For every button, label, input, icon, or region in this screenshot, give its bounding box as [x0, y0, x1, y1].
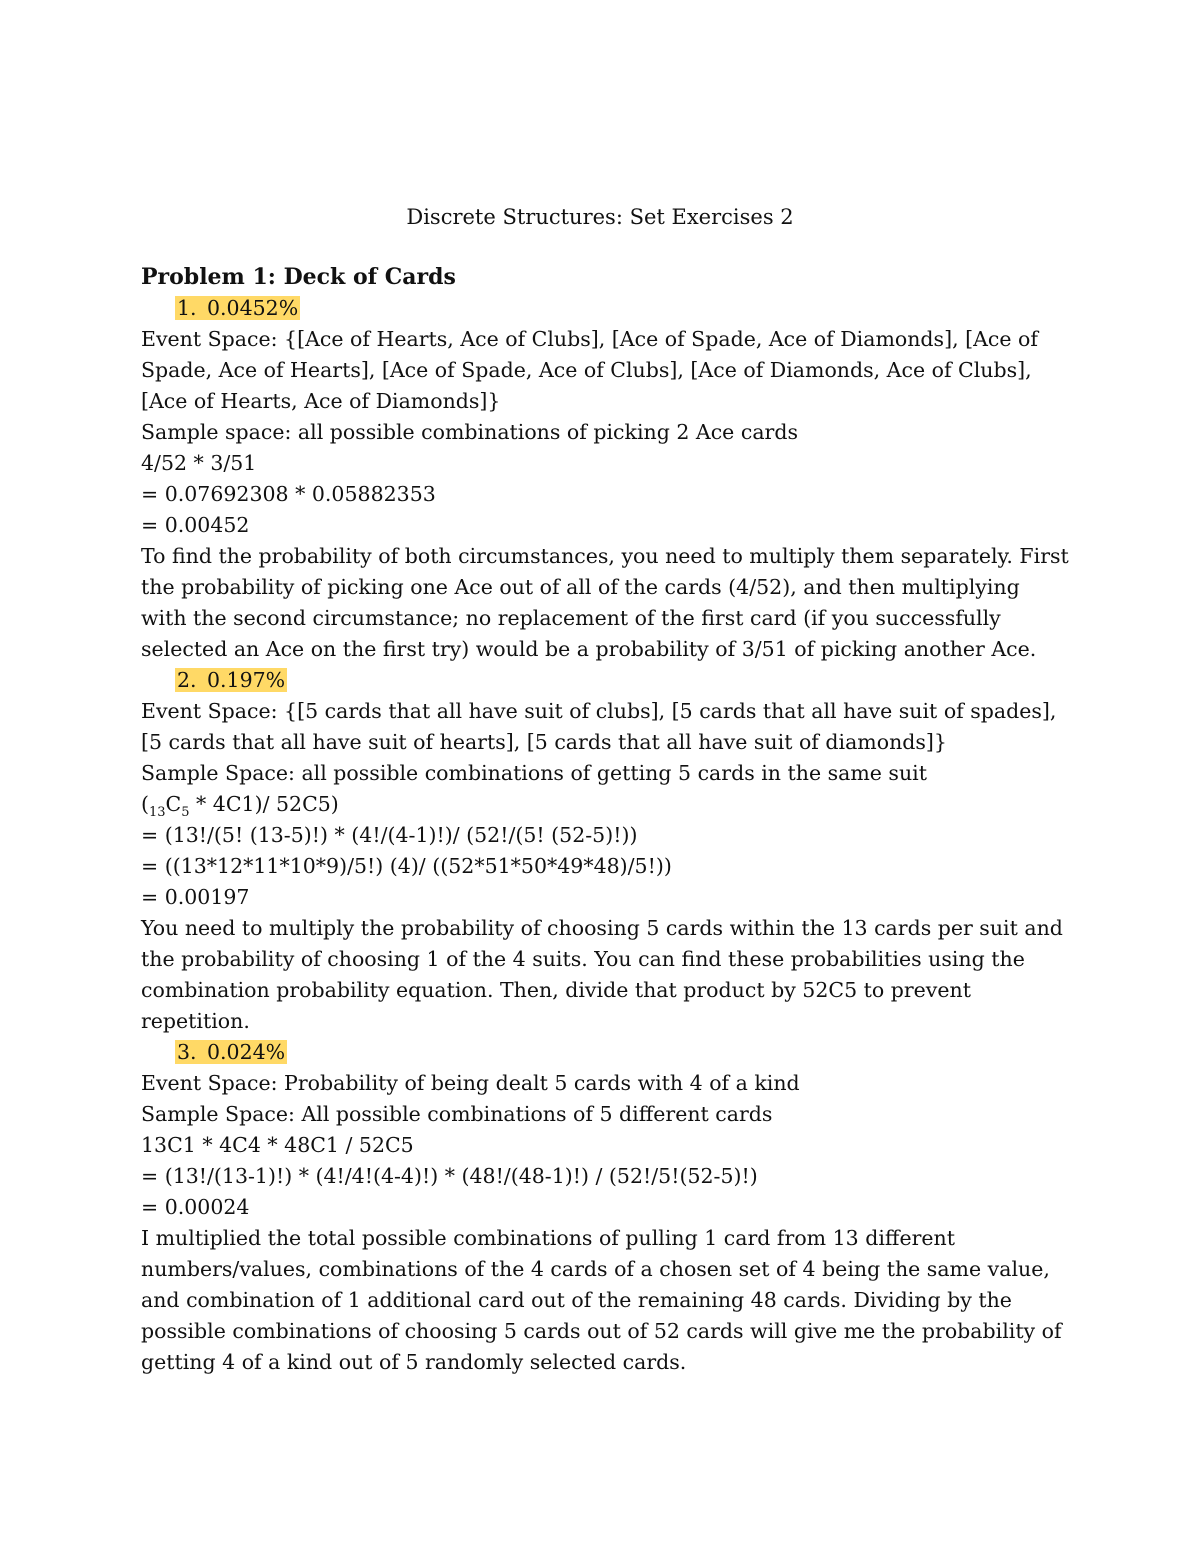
item-3-line: = 0.00024 — [141, 1195, 250, 1219]
problem-heading: Problem 1: Deck of Cards — [141, 264, 456, 290]
answer-1-value: 0.0452% — [207, 296, 299, 320]
item-3-line: = (13!/(13-1)!) * (4!/4!(4-4)!) * (48!/(48-1)!) / (52!/5!(52-5)!) — [141, 1164, 758, 1188]
answer-2-value: 0.197% — [207, 668, 286, 692]
item-2-explanation: You need to multiply the probability of choosing 5 cards within the 13 cards per suit and the probability of choosing 1 of the 4 suits. You can find these probabilities using the combination probability equation. Then, divide that product by 52C5 to prevent repetition. — [141, 916, 1063, 1033]
item-2-line: Event Space: {[5 cards that all have suit of clubs], [5 cards that all have suit of spades], — [141, 699, 1057, 723]
item-2-formula — [141, 789, 1071, 820]
answer-3-value: 0.024% — [207, 1040, 286, 1064]
item-2-line: [5 cards that all have suit of hearts], [5 cards that all have suit of diamonds]} — [141, 730, 947, 754]
answer-1 — [141, 293, 1071, 324]
formula-subscript: 13 — [149, 805, 166, 821]
item-2-line: = (13!/(5! (13-5)!) * (4!/(4-1)!)/ (52!/(5! (52-5)!)) — [141, 823, 638, 847]
answer-2-highlight — [175, 668, 287, 692]
answer-3-number: 3. — [177, 1040, 197, 1064]
item-1-line: = 0.00452 — [141, 513, 250, 537]
answer-3-highlight — [175, 1040, 287, 1064]
item-2-line: = 0.00197 — [141, 885, 250, 909]
formula-subscript: 5 — [181, 805, 190, 821]
answer-3 — [141, 1037, 1071, 1068]
item-2-line: Sample Space: all possible combinations of getting 5 cards in the same suit — [141, 761, 927, 785]
item-1-explanation: To find the probability of both circumstances, you need to multiply them separately. First the probability of picking one Ace out of all of the cards (4/52), and then multiplying with the second circumstance; no replacement of the first card (if you successfully selected an Ace on the first try) would be a probability of 3/51 of picking another Ace. — [141, 544, 1069, 661]
item-3-line: 13C1 * 4C4 * 48C1 / 52C5 — [141, 1133, 414, 1157]
answer-1-highlight — [175, 296, 300, 320]
document-body — [141, 261, 1071, 1378]
item-3-explanation: I multiplied the total possible combinations of pulling 1 card from 13 different numbers/values, combinations of the 4 cards of a chosen set of 4 being the same value, and combination of 1 additional card out of the remaining 48 cards. Dividing by the possible combinations of choosing 5 cards out of 52 cards will give me the probability of getting 4 of a kind out of 5 randomly selected cards. — [141, 1226, 1062, 1374]
formula-c: C — [165, 792, 182, 816]
answer-1-number: 1. — [177, 296, 197, 320]
document-title: Discrete Structures: Set Exercises 2 — [406, 205, 794, 229]
answer-2-number: 2. — [177, 668, 197, 692]
item-1-line: Spade, Ace of Hearts], [Ace of Spade, Ace of Clubs], [Ace of Diamonds, Ace of Clubs], — [141, 358, 1032, 382]
formula-rest: * 4C1)/ 52C5) — [189, 792, 339, 816]
item-1-line: Event Space: {[Ace of Hearts, Ace of Clubs], [Ace of Spade, Ace of Diamonds], [Ace of — [141, 327, 1038, 351]
item-2-line: = ((13*12*11*10*9)/5!) (4)/ ((52*51*50*49*48)/5!)) — [141, 854, 672, 878]
item-1-line: 4/52 * 3/51 — [141, 451, 257, 475]
item-3-line: Event Space: Probability of being dealt 5 cards with 4 of a kind — [141, 1071, 800, 1095]
item-1-line: [Ace of Hearts, Ace of Diamonds]} — [141, 389, 501, 413]
formula-prefix: ( — [141, 792, 149, 816]
answer-2 — [141, 665, 1071, 696]
item-3-line: Sample Space: All possible combinations of 5 different cards — [141, 1102, 773, 1126]
item-1-line: = 0.07692308 * 0.05882353 — [141, 482, 436, 506]
item-1-line: Sample space: all possible combinations of picking 2 Ace cards — [141, 420, 798, 444]
